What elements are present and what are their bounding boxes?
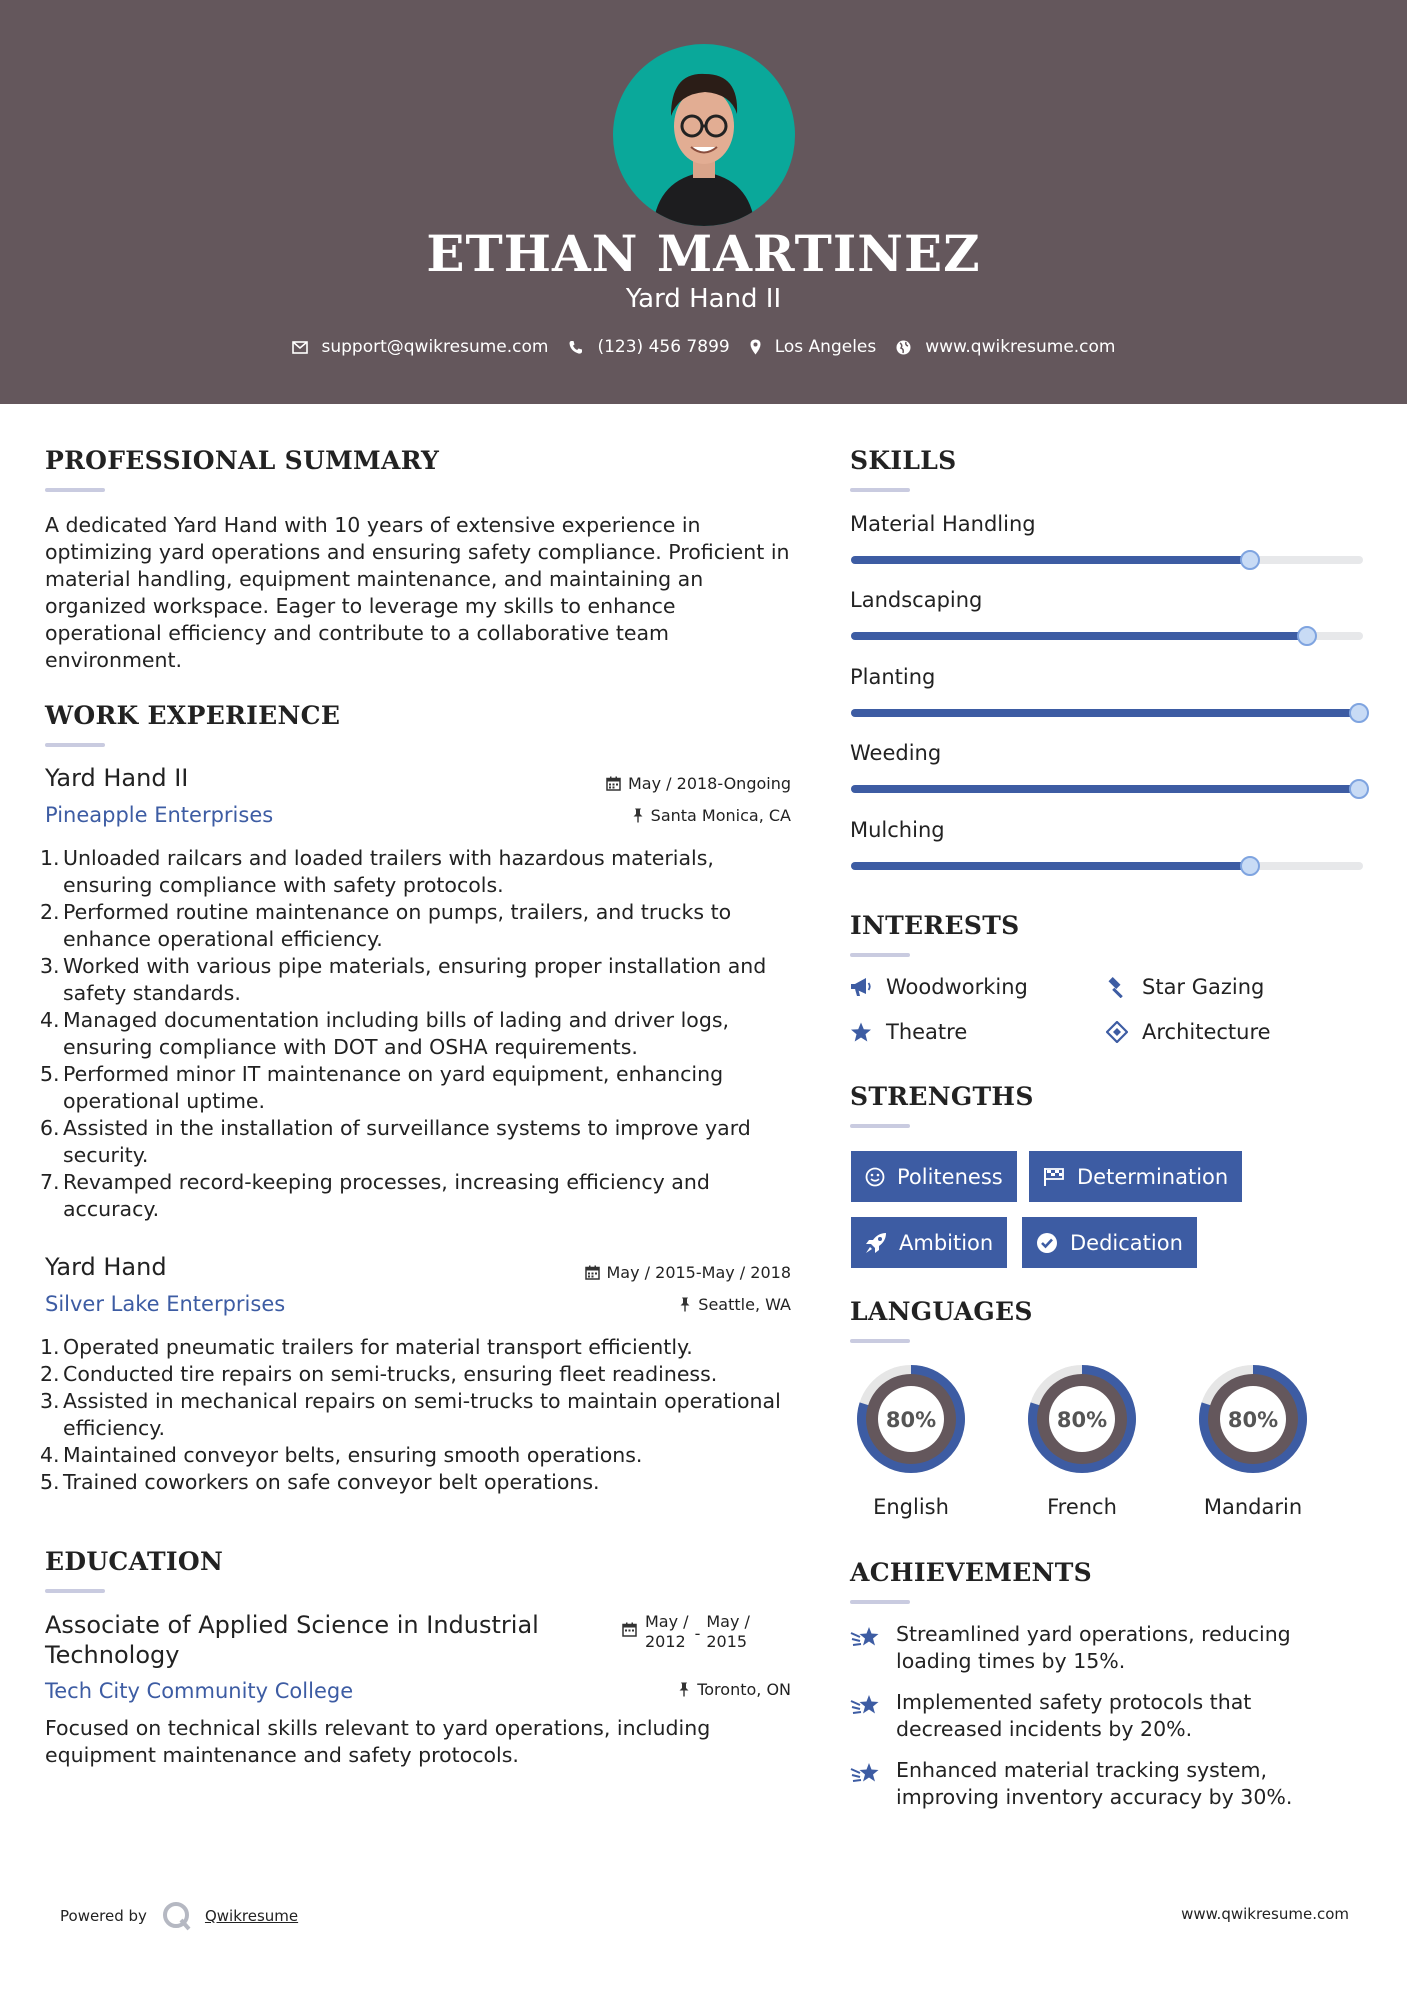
job-date-text: May / 2015-May / 2018 (606, 1263, 791, 1282)
footer-website[interactable]: www.qwikresume.com (1181, 1905, 1349, 1923)
skill-bar-fill (851, 632, 1307, 640)
skill-label: Weeding (850, 741, 942, 765)
summary-text: A dedicated Yard Hand with 10 years of extensive experience in optimizing yard operations and ensuring safety compliance. Proficient in material handling, equipment maintenance, and maintaining an organized workspace. Eager to leverage my skills to enhance operational efficiency and contribute to a collaborative team environment. (45, 513, 790, 672)
profile-photo (613, 44, 795, 226)
interest-item (1106, 1020, 1271, 1044)
achievement-item (850, 1757, 1292, 1811)
powered-by-text: Powered by (60, 1907, 147, 1925)
skill-bar (851, 862, 1363, 870)
language-name: French (1047, 1495, 1117, 1519)
education-date (622, 1612, 750, 1652)
interest-label: Star Gazing (1142, 975, 1265, 999)
person-portrait-icon (613, 44, 795, 226)
languages-heading: LANGUAGES (850, 1297, 1033, 1326)
interest-item (850, 975, 1028, 999)
interest-label: Woodworking (886, 975, 1028, 999)
skill-bar-fill (851, 862, 1250, 870)
achievements-heading: ACHIEVEMENTS (850, 1558, 1092, 1587)
skill-bar (851, 632, 1363, 640)
phone-icon (568, 340, 583, 355)
language-name: Mandarin (1203, 1495, 1303, 1519)
candidate-name: ETHAN MARTINEZ (426, 224, 981, 283)
skill-bar-fill (851, 556, 1250, 564)
achievement-text: improving inventory accuracy by 30%. (896, 1785, 1293, 1809)
degree-title: Associate of Applied Science in Industrial Technology (45, 1611, 539, 1669)
strength-tag (1022, 1217, 1197, 1268)
star-icon (850, 1022, 872, 1043)
resume-header (0, 0, 1407, 404)
strength-label: Determination (1077, 1164, 1229, 1189)
list-item: 7. Revamped record-keeping processes, increasing efficiency and accuracy. (40, 1170, 710, 1221)
list-item: 3. Assisted in mechanical repairs on semi-trucks to maintain operational efficiency. (40, 1389, 781, 1440)
achievement-text: Streamlined yard operations, reducing (896, 1622, 1291, 1646)
skills-rule (850, 488, 910, 492)
pushpin-icon (632, 808, 644, 823)
contact-location (750, 337, 877, 357)
interest-item (1106, 975, 1264, 999)
strengths-rule (850, 1124, 910, 1128)
strength-label: Dedication (1070, 1230, 1183, 1255)
job-bullets (40, 1334, 800, 1496)
gavel-icon (1106, 976, 1128, 998)
skill-bar (851, 556, 1363, 564)
skill-bar-handle (1349, 779, 1369, 799)
list-item: 2. Conducted tire repairs on semi-trucks, ensuring fleet readiness. (40, 1362, 718, 1386)
list-item: 3. Worked with various pipe materials, ensuring proper installation and safety standards. (40, 954, 767, 1005)
contact-phone-text: (123) 456 7899 (597, 337, 730, 357)
education-location-text: Toronto, ON (697, 1680, 791, 1699)
calendar-icon (585, 1265, 600, 1280)
job-company: Silver Lake Enterprises (45, 1292, 286, 1316)
check-circle-icon (1036, 1232, 1058, 1254)
strength-tag (851, 1217, 1007, 1268)
strength-tag (851, 1151, 1017, 1202)
language-donut (850, 1358, 972, 1480)
education-location (678, 1680, 791, 1699)
contact-email[interactable] (292, 337, 549, 357)
education-heading: EDUCATION (45, 1547, 224, 1576)
skill-label: Landscaping (850, 588, 983, 612)
languages-rule (850, 1339, 910, 1343)
school-name: Tech City Community College (45, 1679, 354, 1703)
language-name: English (873, 1495, 949, 1519)
interest-label: Theatre (886, 1020, 968, 1044)
donut-percent-label: 80% (885, 1408, 937, 1432)
shooting-star-icon (850, 1761, 882, 1787)
skill-bar-fill (851, 785, 1363, 793)
calendar-icon (622, 1622, 637, 1637)
rocket-icon (865, 1232, 887, 1254)
education-date-end: May / 2015 (706, 1612, 750, 1651)
language-donut (1192, 1358, 1314, 1480)
qwikresume-link[interactable]: Qwikresume (204, 1907, 299, 1925)
globe-icon (896, 340, 911, 355)
job-title: Yard Hand (45, 1253, 167, 1281)
list-item: 4. Maintained conveyor belts, ensuring smooth operations. (40, 1443, 643, 1467)
job-date-text: May / 2018-Ongoing (628, 774, 791, 793)
experience-heading: WORK EXPERIENCE (45, 701, 341, 730)
skill-bar-handle (1349, 703, 1369, 723)
strengths-heading: STRENGTHS (850, 1082, 1034, 1111)
shooting-star-icon (850, 1693, 882, 1719)
contact-website-text: www.qwikresume.com (925, 337, 1116, 357)
achievement-text: Enhanced material tracking system, (896, 1758, 1268, 1782)
calendar-icon (606, 776, 621, 791)
interest-label: Architecture (1142, 1020, 1271, 1044)
flag-icon (1043, 1167, 1065, 1187)
job-location-text: Santa Monica, CA (650, 806, 791, 825)
list-item: 1. Operated pneumatic trailers for material transport efficiently. (40, 1335, 693, 1359)
map-pin-icon (750, 339, 761, 355)
interests-heading: INTERESTS (850, 911, 1020, 940)
list-item: 4. Managed documentation including bills of lading and driver logs, ensuring compliance with DOT and OSHA requirements. (40, 1008, 730, 1059)
skill-label: Planting (850, 665, 936, 689)
skill-bar (851, 709, 1363, 717)
job-location-text: Seattle, WA (698, 1295, 791, 1314)
list-item: 2. Performed routine maintenance on pumps, trailers, and trucks to enhance operational efficiency. (40, 900, 732, 951)
interest-item (850, 1020, 967, 1044)
job-location (679, 1295, 791, 1314)
donut-percent-label: 80% (1227, 1408, 1279, 1432)
footer-powered-by (60, 1900, 298, 1932)
achievements-rule (850, 1600, 910, 1604)
contact-bar (0, 337, 1407, 357)
pushpin-icon (678, 1682, 690, 1697)
skill-bar-handle (1240, 550, 1260, 570)
job-date (606, 774, 791, 793)
job-title: Yard Hand II (45, 764, 189, 792)
donut-percent-label: 80% (1056, 1408, 1108, 1432)
list-item: 6. Assisted in the installation of surveillance systems to improve yard security. (40, 1116, 751, 1167)
list-item: 5. Performed minor IT maintenance on yard equipment, enhancing operational uptime. (40, 1062, 724, 1113)
job-bullets (40, 845, 800, 1223)
skill-bar-fill (851, 709, 1363, 717)
achievement-item (850, 1689, 1251, 1743)
ticket-icon (1106, 1021, 1128, 1043)
shooting-star-icon (850, 1625, 882, 1651)
candidate-title: Yard Hand II (625, 284, 782, 314)
job-date (585, 1263, 792, 1282)
megaphone-icon (850, 977, 872, 997)
summary-rule (45, 488, 105, 492)
skills-heading: SKILLS (850, 446, 957, 475)
contact-phone[interactable] (568, 337, 729, 357)
skill-label: Material Handling (850, 512, 1036, 536)
skill-bar-handle (1240, 856, 1260, 876)
qwikresume-logo-icon (161, 1900, 193, 1932)
job-location (632, 806, 791, 825)
list-item: 5. Trained coworkers on safe conveyor belt operations. (40, 1470, 600, 1494)
skill-bar (851, 785, 1363, 793)
smile-icon (865, 1167, 885, 1187)
language-donut (1021, 1358, 1143, 1480)
strength-tag (1029, 1151, 1242, 1202)
education-date-start: May / 2012 (645, 1612, 689, 1651)
summary-heading: PROFESSIONAL SUMMARY (45, 446, 440, 475)
education-rule (45, 1589, 105, 1593)
strength-label: Politeness (897, 1164, 1003, 1189)
contact-email-text: support@qwikresume.com (321, 337, 549, 357)
interests-rule (850, 953, 910, 957)
envelope-icon (292, 341, 308, 354)
strength-label: Ambition (899, 1230, 994, 1255)
skill-bar-handle (1297, 626, 1317, 646)
pushpin-icon (679, 1297, 691, 1312)
achievement-text: decreased incidents by 20%. (896, 1717, 1193, 1741)
achievement-text: Implemented safety protocols that (896, 1690, 1252, 1714)
contact-location-text: Los Angeles (774, 337, 877, 357)
list-item: 1. Unloaded railcars and loaded trailers with hazardous materials, ensuring compliance with safety protocols. (40, 846, 714, 897)
contact-website[interactable] (896, 337, 1115, 357)
job-company: Pineapple Enterprises (45, 803, 274, 827)
skill-label: Mulching (850, 818, 945, 842)
experience-rule (45, 743, 105, 747)
education-description: Focused on technical skills relevant to yard operations, including equipment maintenance and safety protocols. (45, 1716, 711, 1767)
achievement-text: loading times by 15%. (896, 1649, 1126, 1673)
date-separator: - (694, 1624, 701, 1643)
achievement-item (850, 1621, 1291, 1675)
